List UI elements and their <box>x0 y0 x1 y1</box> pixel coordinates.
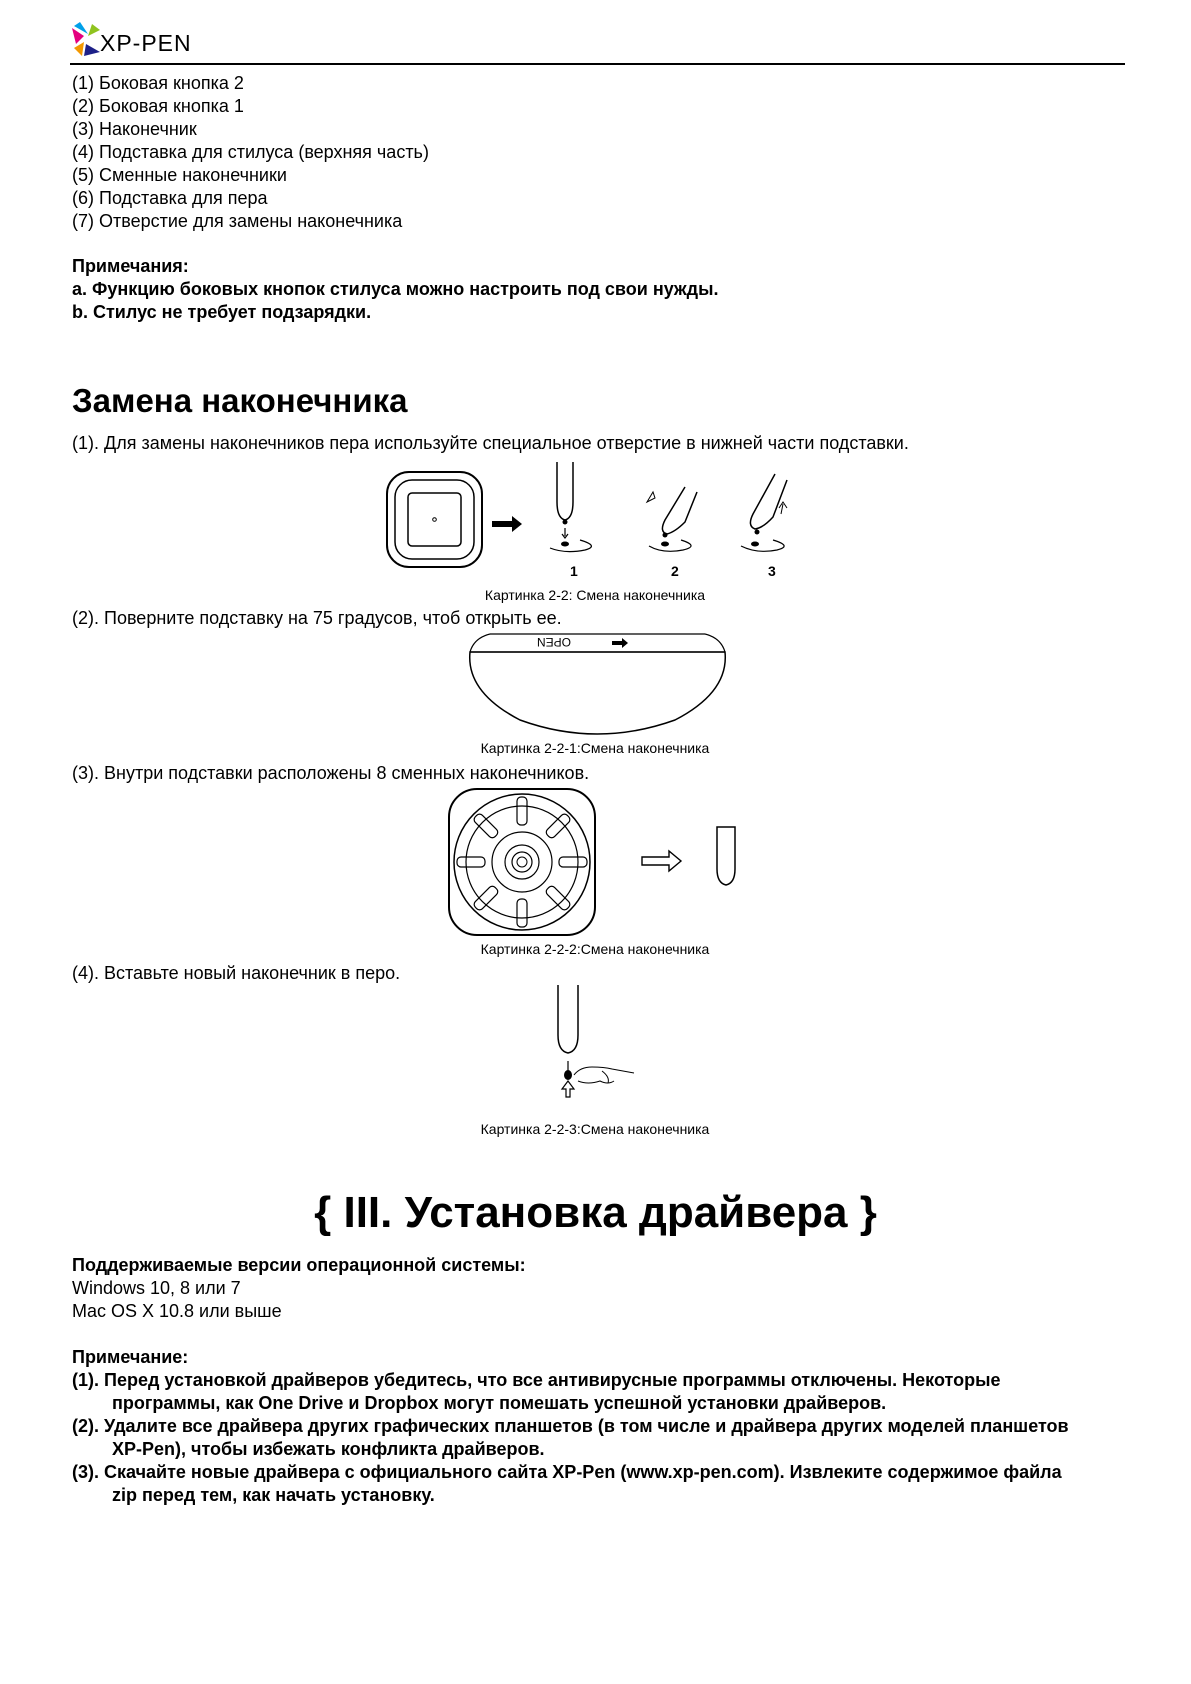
list-item: (3) Наконечник <box>72 119 197 139</box>
list-item: (1) Боковая кнопка 2 <box>72 73 244 93</box>
list-item: (6) Подставка для пера <box>72 188 268 208</box>
figure-2-2-1 <box>460 630 735 740</box>
note-item-continued: программы, как One Drive и Dropbox могут помешать успешной установки драйверов. <box>112 1393 887 1413</box>
list-item: (4) Подставка для стилуса (верхняя часть) <box>72 142 429 162</box>
notes-title: Примечания: <box>72 256 189 276</box>
os-item: Mac OS X 10.8 или выше <box>72 1301 282 1321</box>
figure-number: 2 <box>671 563 679 579</box>
figure-2-2-2 <box>447 787 747 937</box>
header-rule <box>70 63 1125 65</box>
section-title: Замена наконечника <box>72 382 408 419</box>
logo-text: XP-PEN <box>100 30 192 56</box>
chapter-title: { III. Установка драйвера } <box>314 1188 877 1237</box>
driver-notes <box>72 1346 1069 1507</box>
note-item: a. Функцию боковых кнопок стилуса можно настроить под свои нужды. <box>72 279 719 299</box>
figure-number: 3 <box>768 563 776 579</box>
figure-caption: Картинка 2-2-3:Смена наконечника <box>480 1121 710 1137</box>
step-2-text: (2). Поверните подставку на 75 градусов, чтоб открыть ее. <box>72 608 562 628</box>
os-title: Поддерживаемые версии операционной системы: <box>72 1255 526 1275</box>
step-4-text: (4). Вставьте новый наконечник в перо. <box>72 963 401 983</box>
list-item: (2) Боковая кнопка 1 <box>72 96 244 116</box>
figure-2-2-3 <box>548 985 648 1110</box>
open-label: OPEN <box>536 635 571 649</box>
note-title: Примечание: <box>72 1347 189 1367</box>
parts-list <box>72 72 429 233</box>
note-item-continued: zip перед тем, как начать установку. <box>112 1485 435 1505</box>
list-item: (7) Отверстие для замены наконечника <box>72 211 403 231</box>
figure-2-2 <box>385 462 825 580</box>
notes-block <box>72 255 718 324</box>
step-1-text: (1). Для замены наконечников пера используйте специальное отверстие в нижней части подставки. <box>72 433 909 453</box>
note-item: (2). Удалите все драйвера других графических планшетов (в том числе и драйвера других моделей планшетов <box>72 1416 1069 1436</box>
note-item: b. Стилус не требует подзарядки. <box>72 302 372 322</box>
note-item: (3). Скачайте новые драйвера с официального сайта XP-Pen (www.xp-pen.com). Извлеките содержимое файла <box>72 1462 1062 1482</box>
figure-caption: Картинка 2-2: Смена наконечника <box>484 587 706 603</box>
step-3-text: (3). Внутри подставки расположены 8 сменных наконечников. <box>72 763 590 783</box>
list-item: (5) Сменные наконечники <box>72 165 287 185</box>
figure-number: 1 <box>570 563 578 579</box>
note-item: (1). Перед установкой драйверов убедитесь, что все антивирусные программы отключены. Некоторые <box>72 1370 1001 1390</box>
xp-pen-logo-icon <box>70 22 104 58</box>
figure-caption: Картинка 2-2-2:Смена наконечника <box>480 941 710 957</box>
os-item: Windows 10, 8 или 7 <box>72 1278 241 1298</box>
note-item-continued: XP-Pen), чтобы избежать конфликта драйверов. <box>112 1439 545 1459</box>
figure-caption: Картинка 2-2-1:Смена наконечника <box>480 740 710 756</box>
os-block <box>72 1254 526 1323</box>
